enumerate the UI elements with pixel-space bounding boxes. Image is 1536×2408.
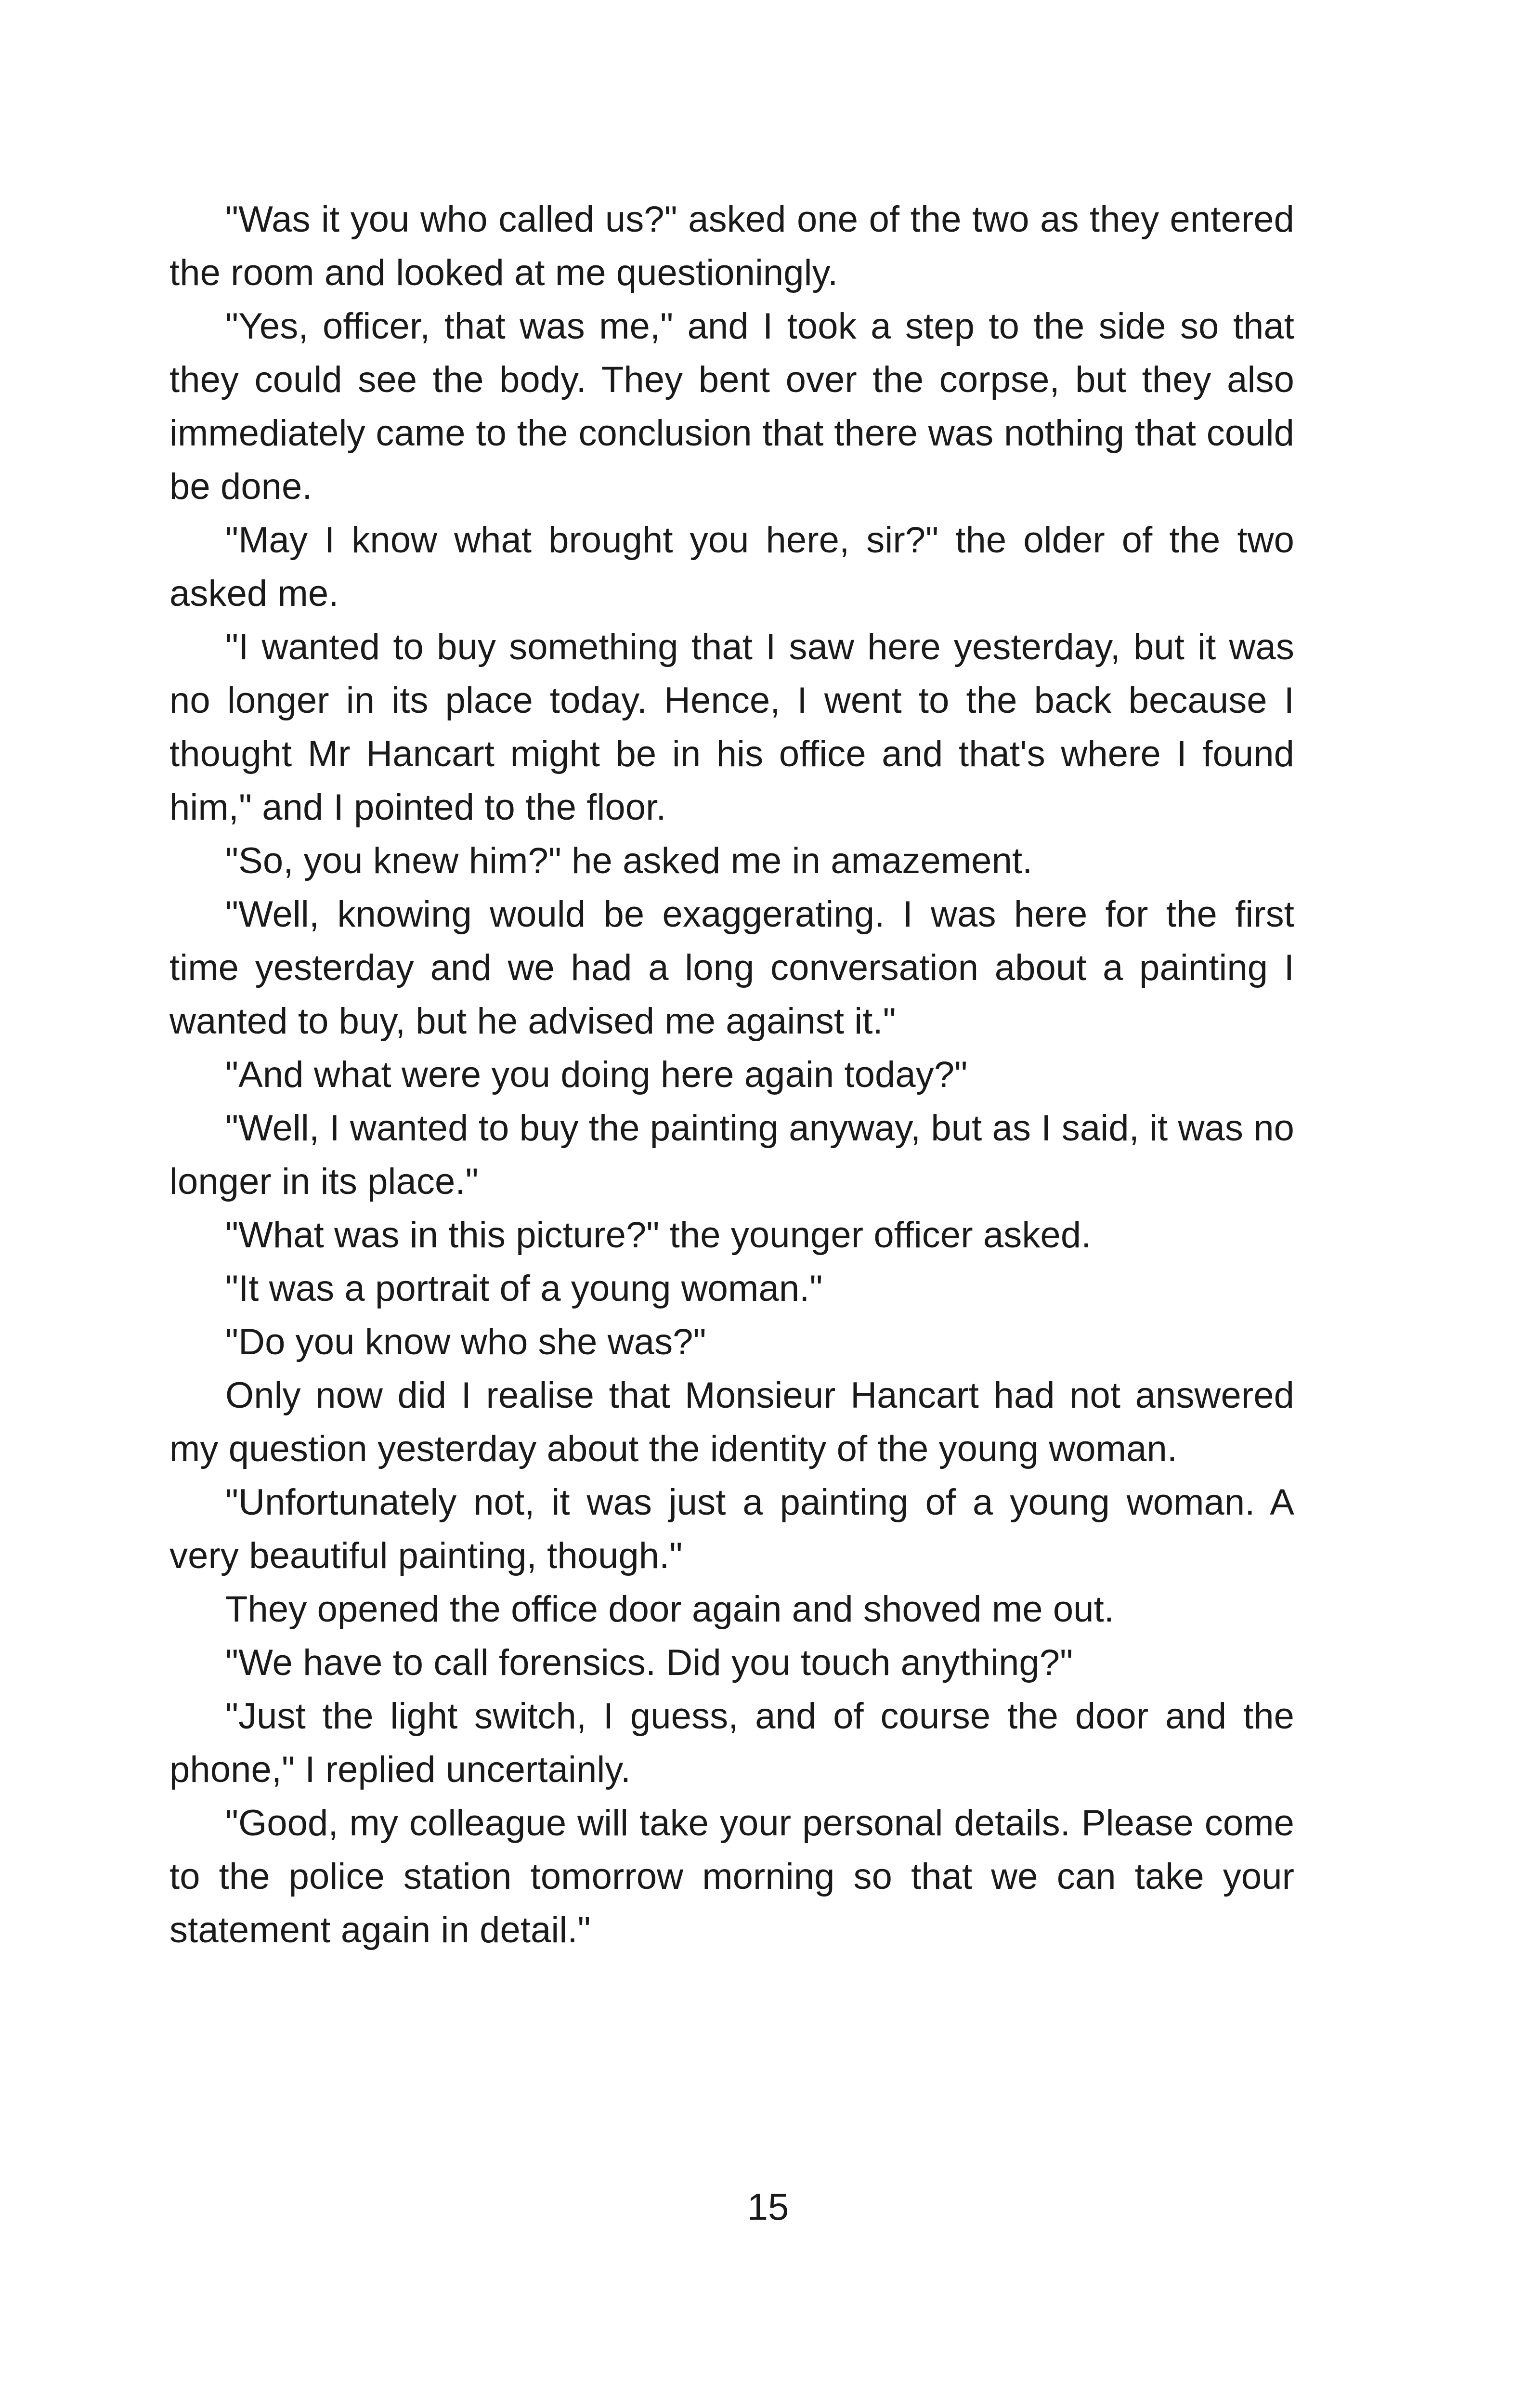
paragraph: "So, you knew him?" he asked me in amazement. [225,840,1033,881]
paragraph: "Was it you who called us?" asked one of the two as they entered the room and looked at me questioningly. [169,199,1294,293]
paragraph: "Well, knowing would be exaggerating. I was here for the first time yesterday and we had a long conversation about a painting I wanted to buy, but he advised me against it." [169,894,1294,1042]
paragraph: "Well, I wanted to buy the painting anyway, but as I said, it was no longer in its place." [169,1108,1294,1202]
paragraph: "May I know what brought you here, sir?" the older of the two asked me. [169,520,1294,614]
body-text [169,193,1294,1957]
paragraph: "And what were you doing here again today?" [225,1054,968,1095]
paragraph: "Do you know who she was?" [225,1322,706,1362]
paragraph: "What was in this picture?" the younger officer asked. [225,1215,1092,1256]
paragraph: They opened the office door again and shoved me out. [225,1589,1115,1630]
paragraph: Only now did I realise that Monsieur Hancart had not answered my question yesterday about the identity of the young woman. [169,1375,1294,1469]
page-number: 15 [747,2186,789,2228]
paragraph: "I wanted to buy something that I saw here yesterday, but it was no longer in its place today. Hence, I went to the back because I thought Mr Hancart might be in his office and that's where I found him," and I pointed to the floor. [169,627,1294,828]
paragraph: "We have to call forensics. Did you touch anything?" [225,1642,1073,1683]
paragraph: "It was a portrait of a young woman." [225,1268,823,1309]
paragraph: "Unfortunately not, it was just a painting of a young woman. A very beautiful painting, though." [169,1482,1294,1576]
paragraph: "Yes, officer, that was me," and I took a step to the side so that they could see the body. They bent over the corpse, but they also immediately came to the conclusion that there was nothing that could be done. [169,306,1294,507]
paragraph: "Good, my colleague will take your personal details. Please come to the police station tomorrow morning so that we can take your statement again in detail." [169,1803,1294,1950]
paragraph: "Just the light switch, I guess, and of course the door and the phone," I replied uncertainly. [169,1696,1294,1790]
